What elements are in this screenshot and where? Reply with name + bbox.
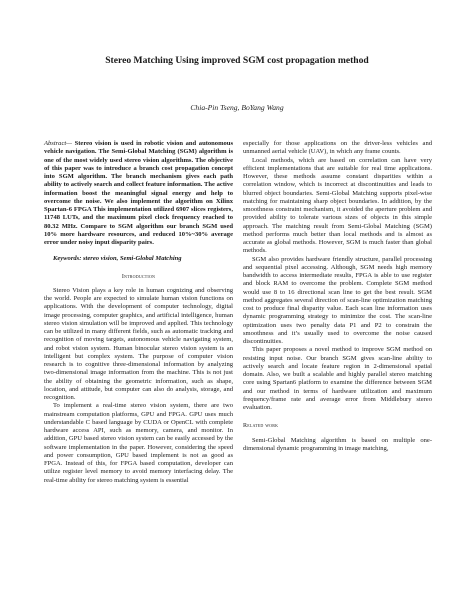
left-column [44, 140, 233, 485]
related-paragraph: Semi-Global Matching algorithm is based on multiple one-dimensional dynamic programming in image matching, [243, 436, 432, 452]
paper-authors: Chia-Pin Tseng, BoYang Wang [190, 103, 284, 112]
abstract-lead: Abstract— [44, 140, 73, 147]
section-heading-introduction: Introduction [121, 273, 156, 280]
keywords: Keywords: stereo vision, Semi-Global Matching [53, 255, 182, 263]
body-paragraph: Local methods, which are based on correlation can have very efficient implementations that are suitable for real time applications. However, these methods assume constant disparities within a correlation window, which is incorrect at discontinuities and leads to blurred object boundaries. Semi-Global Matching supports pixel-wise matching for maintaining sharp object boundaries. In addition, by the smoothness constraint mechanism, it avoided the aperture problem and provided ability to tolerate various sizes of objects in this simple approach. The matching result from Semi-Global Matching (SGM) method performs much better than local methods and is almost as accurate as global methods. However, SGM is much faster than global methods. [243, 156, 432, 255]
paper-title: Stereo Matching Using improved SGM cost propagation method [105, 55, 369, 66]
intro-paragraph: Stereo Vision plays a key role in human cognizing and observing the world. People are expected to simulate human vision functions on applications. With the development of computer technology, digital image processing, computer graphics, and artificial intelligence, human stereo vision simulation will be improved and applied. This technology can be utilized in many different fields, such as automatic tracking and recognition of moving targets, autonomous vehicle navigating system, and robot vision system. Human binocular stereo vision system is an intelligent but complex system. The purpose of computer vision research is to cognitive three-dimensional information by analyzing two-dimensional image information from the machine. This is not just the ability of obtaining the geometric information, such as shape, location, and attitude, but computer can also do analysis, storage, and recognition. [44, 286, 233, 401]
body-paragraph: especially for those applications on the driver-less vehicles and unmanned aerial vehicle (UAV), in which any frame counts. [243, 140, 432, 156]
right-column [243, 140, 432, 453]
abstract-text: Stereo vision is used in robotic vision and autonomous vehicle navigation. The Semi-Global Matching (SGM) algorithm is one of the most widely used stereo vision algorithms. The objective of this paper was to introduce a branch cost propagation concept into SGM algorithm. The branch mechanism gives each path ability to actively search and collect feature information. The active information boost the meaningful signal energy and help to overcome the noise. We also implement the algorithm on Xilinx Spartan-6 FPGA This implementation utilized 6907 slices registers, 11748 LUTs, and the maximum pixel clock frequency reached to 80.32 MHz. Compare to SGM algorithm our branch SGM used 10% more hardware resources, and reduced 10%~30% average error under noisy input disparity pairs. [44, 140, 233, 246]
body-paragraph: SGM also provides hardware friendly structure, parallel processing and sequential pixel accessing. Although, SGM needs high memory bandwidth to access intermediate results, FPGA is able to use register and block RAM to overcome the problem. Complete SGM method would use 8 to 16 directional scan line to get the best result. SGM method aggregates several direction of scan-line optimization matching cost to produce final disparity value. Each scan line information uses dynamic programming strategy to minimize the cost. The scan-line optimization uses two penalty data P1 and P2 to constrain the smoothness and it’s usually used to overcome the noise caused discontinuities. [243, 255, 432, 345]
body-paragraph: This paper proposes a novel method to improve SGM method on resisting input noise. Our branch SGM gives scan-line ability to actively search and locate feature region in 2-dimensional spatial domain. Also, we built a scalable and highly parallel stereo matching core using Spartan6 platform to examine the difference between SGM and our method in terms of hardware utilization and maximum frequency/frame rate and average error from Middlebury stereo evaluation. [243, 346, 432, 411]
abstract [44, 140, 233, 247]
section-heading-related-work: Related work [243, 423, 279, 430]
intro-paragraph: To implement a real-time stereo vision system, there are two mainstream computation platforms, GPU and FPGA. GPU uses much understandable C based language by CUDA or OpenCL with complete hardware access API, such as memory, camera, and monitor. In addition, GPU based stereo vision system can be easily accessed by the software implementation in the paper. However, considering the speed and power consumption, GPU based implement is not as good as FPGA. Instead of this, for FPGA based computation, developer can utilize register level memory to avoid memory interfacing delay. The real-time ability for stereo matching system is essential [44, 402, 233, 484]
